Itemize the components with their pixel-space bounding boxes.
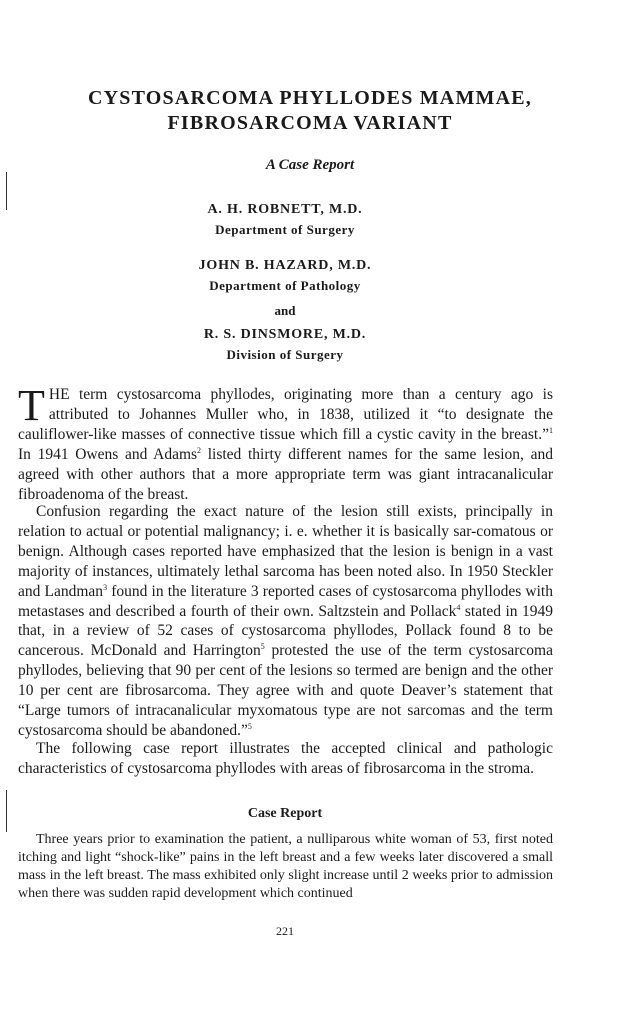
- reference-mark: 5: [260, 642, 265, 652]
- reference-mark: 4: [456, 602, 461, 612]
- author-3: [0, 325, 570, 364]
- reference-mark: 3: [103, 582, 108, 592]
- article-title: [40, 86, 580, 136]
- author-2: [0, 256, 570, 295]
- section-heading: Case Report: [247, 806, 323, 821]
- text-run: protested the use of the term cystosarcoma phyllodes, believing that 90 per cent of the lesions so termed are benign and the other 10 per cent are fibrosarcoma. They agree with and quote Deaver’s statement that “Large tumors of intracanalicular myxomatous type are not sarcomas and the term cystosarcoma should be abandoned.”: [18, 642, 553, 739]
- text-run: Confusion regarding the exact nature of the lesion still exists, principally in relation to actual or potential malignancy; i. e. whether it is basically sar-comatous or benign. Although cases reported have emphasized that the lesion is benign in a vast majority of instances, ultimately lethal sarcoma has been noted also. In 1950 Steckler and Landman: [18, 503, 553, 600]
- text-run: HE term cystosarcoma phyllodes, originating more than a century ago is attributed to Johannes Muller who, in 1838, utilized it “to designate the cauliflower-like masses of connective tissue which fill a cystic cavity in the breast.”: [18, 386, 553, 443]
- paragraph-case-intro: The following case report illustrates the accepted clinical and pathologic characteristics of cystosarcoma phyllodes with areas of fibrosarcoma in the stroma.: [18, 740, 553, 777]
- author-department: Division of Surgery: [226, 347, 344, 362]
- author-name: R. S. DINSMORE, M.D.: [203, 327, 367, 342]
- author-department: Department of Surgery: [215, 222, 355, 237]
- author-department: Department of Pathology: [209, 278, 361, 293]
- author-name: JOHN B. HAZARD, M.D.: [198, 258, 372, 273]
- author-name: A. H. ROBNETT, M.D.: [207, 202, 363, 217]
- author-conjunction: and: [274, 303, 296, 318]
- title-line-2: FIBROSARCOMA VARIANT: [167, 112, 453, 134]
- paragraph-intro: [18, 381, 553, 504]
- text-run: found in the literature 3 reported cases of cystosarcoma phyllodes with metastases and described a fourth of their own. Saltzstein and Pollack: [18, 582, 553, 620]
- reference-mark: 1: [549, 425, 553, 435]
- title-line-1: CYSTOSARCOMA PHYLLODES MAMMAE,: [88, 87, 532, 109]
- text-run: In 1941 Owens and Adams: [18, 445, 198, 463]
- reference-mark: 2: [197, 445, 202, 455]
- author-1: [0, 200, 570, 239]
- case-report-text: Three years prior to examination the patient, a nulliparous white woman of 53, first noted itching and light “shock-like” pains in the left breast and a few weeks later discovered a small mass in the left breast. The mass exhibited only slight increase until 2 weeks prior to admission when there was sudden rapid development which continued: [18, 832, 553, 901]
- reference-mark: 5: [247, 721, 252, 731]
- article-subtitle: A Case Report: [265, 157, 355, 173]
- paragraph-confusion: [18, 502, 553, 741]
- page-number: 221: [276, 924, 294, 938]
- text-run: stated in 1949 that, in a review of 52 cases of cystosarcoma phyllodes, Pollack found 8 to be cancerous. McDonald and Harrington: [18, 602, 553, 660]
- drop-cap: T: [18, 381, 45, 430]
- text-run: listed thirty different names for the same lesion, and agreed with other authors that a more appropriate term was giant intracanalicular fibroadenoma of the breast.: [18, 445, 553, 503]
